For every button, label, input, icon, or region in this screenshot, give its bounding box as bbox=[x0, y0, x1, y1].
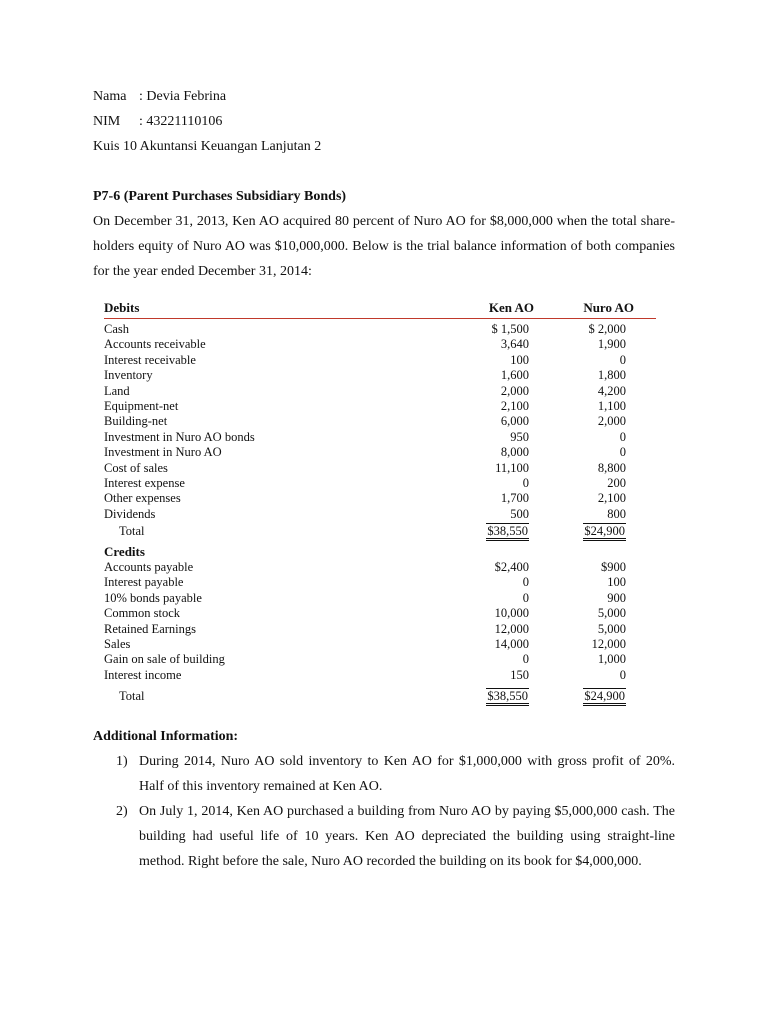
nuro-value: 100 bbox=[607, 575, 626, 590]
row-label: Interest payable bbox=[104, 575, 184, 590]
additional-info-list bbox=[93, 749, 675, 874]
nuro-total: $24,900 bbox=[544, 522, 626, 540]
row-label: Building-net bbox=[104, 414, 168, 429]
ken-value: 150 bbox=[510, 667, 529, 682]
row-label: Inventory bbox=[104, 368, 153, 383]
ken-value: 0 bbox=[522, 575, 529, 590]
row-label: Accounts receivable bbox=[104, 337, 206, 352]
nuro-value: 800 bbox=[607, 506, 626, 521]
table-row bbox=[104, 606, 656, 621]
ken-value: $ 1,500 bbox=[491, 322, 529, 336]
ken-value: 0 bbox=[522, 475, 529, 490]
table-row bbox=[104, 668, 656, 683]
debits-rows bbox=[104, 322, 656, 522]
debits-total-row bbox=[104, 522, 656, 540]
ken-column-header: Ken AO bbox=[488, 300, 534, 315]
debits-heading: Debits bbox=[104, 300, 140, 315]
ken-value: 0 bbox=[522, 652, 529, 667]
nuro-value: 5,000 bbox=[597, 606, 626, 621]
row-label: Cost of sales bbox=[104, 460, 168, 475]
nuro-value: 1,100 bbox=[597, 398, 626, 413]
ken-value: 12,000 bbox=[494, 621, 529, 636]
ken-value: 1,700 bbox=[500, 491, 529, 506]
additional-info-title: Additional Information: bbox=[93, 729, 239, 744]
problem-title: P7-6 (Parent Purchases Subsidiary Bonds) bbox=[93, 189, 347, 204]
table-row bbox=[104, 560, 656, 575]
table-row bbox=[104, 461, 656, 476]
ken-total: $38,550 bbox=[444, 522, 529, 540]
nuro-value: 0 bbox=[619, 429, 626, 444]
ken-value: 10,000 bbox=[494, 606, 529, 621]
nuro-value: 12,000 bbox=[591, 637, 626, 652]
ken-value: 11,100 bbox=[495, 460, 529, 475]
ken-total: $38,550 bbox=[444, 687, 529, 705]
table-row bbox=[104, 322, 656, 337]
nuro-value: 2,000 bbox=[597, 414, 626, 429]
nuro-value: 0 bbox=[619, 667, 626, 682]
nuro-value: $ 2,000 bbox=[588, 322, 626, 336]
nuro-value: 5,000 bbox=[597, 621, 626, 636]
credits-rows bbox=[104, 560, 656, 683]
row-label: Interest receivable bbox=[104, 352, 196, 367]
total-label: Total bbox=[119, 689, 145, 704]
table-row bbox=[104, 652, 656, 667]
name-value: : Devia Febrina bbox=[139, 89, 227, 104]
row-label: Interest income bbox=[104, 667, 182, 682]
nim-label: NIM bbox=[93, 114, 121, 129]
list-item bbox=[93, 799, 675, 874]
table-row bbox=[104, 591, 656, 606]
ken-value: 2,100 bbox=[500, 398, 529, 413]
ken-value: $2,400 bbox=[494, 560, 529, 575]
table-row bbox=[104, 445, 656, 460]
row-label: Gain on sale of building bbox=[104, 652, 225, 667]
row-label: Investment in Nuro AO bbox=[104, 445, 222, 460]
row-label: Land bbox=[104, 383, 130, 398]
row-label: Other expenses bbox=[104, 491, 181, 506]
student-name-line bbox=[93, 89, 226, 105]
table-row bbox=[104, 637, 656, 652]
nuro-value: 0 bbox=[619, 445, 626, 460]
ken-value: 100 bbox=[510, 352, 529, 367]
nuro-total: $24,900 bbox=[544, 687, 626, 705]
credits-heading: Credits bbox=[104, 544, 145, 560]
ken-value: 1,600 bbox=[500, 368, 529, 383]
course-title: Kuis 10 Akuntansi Keuangan Lanjutan 2 bbox=[93, 139, 322, 154]
table-row bbox=[104, 353, 656, 368]
name-label: Nama bbox=[93, 89, 127, 104]
table-row bbox=[104, 622, 656, 637]
ken-value: 500 bbox=[510, 506, 529, 521]
ken-value: 950 bbox=[510, 429, 529, 444]
table-row bbox=[104, 414, 656, 429]
row-label: Interest expense bbox=[104, 475, 185, 490]
nuro-value: 900 bbox=[607, 590, 626, 605]
nuro-value: 4,200 bbox=[597, 383, 626, 398]
row-label: Common stock bbox=[104, 606, 181, 621]
table-header bbox=[104, 300, 656, 319]
nuro-value: 0 bbox=[619, 352, 626, 367]
nuro-value: 1,800 bbox=[597, 368, 626, 383]
nuro-value: 200 bbox=[607, 475, 626, 490]
ken-value: 8,000 bbox=[500, 445, 529, 460]
nuro-value: 1,000 bbox=[597, 652, 626, 667]
item-text: During 2014, Nuro AO sold inventory to Ken AO for $1,000,000 with gross profit of 20%. Half of this inventory remained at Ken AO. bbox=[139, 754, 675, 794]
row-label: Sales bbox=[104, 637, 131, 652]
row-label: Investment in Nuro AO bonds bbox=[104, 429, 255, 444]
table-row bbox=[104, 430, 656, 445]
nuro-value: 1,900 bbox=[597, 337, 626, 352]
nuro-value: $900 bbox=[601, 560, 626, 575]
nuro-value: 8,800 bbox=[597, 460, 626, 475]
table-row bbox=[104, 399, 656, 414]
trial-balance-table bbox=[104, 300, 656, 705]
table-row bbox=[104, 575, 656, 590]
row-label: Equipment-net bbox=[104, 398, 179, 413]
item-number: 2) bbox=[116, 804, 128, 819]
row-label: Dividends bbox=[104, 506, 156, 521]
nuro-column-header: Nuro AO bbox=[583, 300, 634, 315]
nuro-value: 2,100 bbox=[597, 491, 626, 506]
ken-value: 0 bbox=[522, 590, 529, 605]
student-nim-line bbox=[93, 114, 222, 130]
nim-value: : 43221110106 bbox=[139, 114, 223, 129]
row-label: Retained Earnings bbox=[104, 621, 196, 636]
table-row bbox=[104, 491, 656, 506]
table-row bbox=[104, 384, 656, 399]
table-row bbox=[104, 337, 656, 352]
problem-text: On December 31, 2013, Ken AO acquired 80 percent of Nuro AO for $8,000,000 when the total share-holders equity of Nuro AO was $10,000,000. Below is the trial balance information of both companies for the year ended December 31, 2014: bbox=[93, 214, 675, 279]
item-number: 1) bbox=[116, 754, 128, 769]
item-text: On July 1, 2014, Ken AO purchased a building from Nuro AO by paying $5,000,000 cash. The building had useful life of 10 years. Ken AO depreciated the building using straight-line method. Right before the sale, Nuro AO recorded the building on its book for $4,000,000. bbox=[139, 804, 675, 869]
ken-value: 14,000 bbox=[494, 637, 529, 652]
ken-value: 6,000 bbox=[500, 414, 529, 429]
table-row bbox=[104, 368, 656, 383]
list-item bbox=[93, 749, 675, 799]
row-label: Accounts payable bbox=[104, 560, 194, 575]
credits-total-row bbox=[104, 687, 656, 705]
table-row bbox=[104, 476, 656, 491]
ken-value: 2,000 bbox=[500, 383, 529, 398]
total-label: Total bbox=[119, 524, 145, 539]
row-label: Cash bbox=[104, 322, 129, 336]
table-row bbox=[104, 507, 656, 522]
row-label: 10% bonds payable bbox=[104, 590, 202, 605]
ken-value: 3,640 bbox=[500, 337, 529, 352]
